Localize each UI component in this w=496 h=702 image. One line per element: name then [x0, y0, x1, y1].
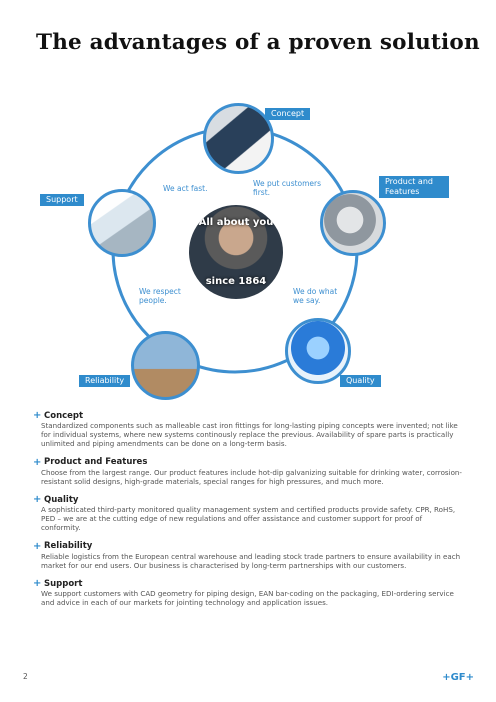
- plus-icon: +: [33, 578, 42, 590]
- advantages-list: [33, 410, 463, 615]
- plus-icon: +: [33, 540, 42, 552]
- support-photo: [88, 189, 156, 257]
- reliability-tag: Reliability: [79, 375, 130, 387]
- product-tag: Product and Features: [379, 176, 449, 198]
- item-text: Choose from the largest range. Our product features include hot-dip galvanizing suitable for drinking water, corrosion-resistant solid designs, high-grade materials, special ranges for high pressures, and much more.: [41, 467, 462, 486]
- item-text: Standardized components such as malleable cast iron fittings for long-lasting piping concepts were invented; not like for individual systems, where new systems continously replace the previous. Availability of spare parts is practically unlimited and piping amendments can be done on a long-term basis.: [41, 421, 458, 449]
- reliability-photo: [131, 331, 200, 400]
- center-photo: [189, 205, 283, 299]
- advantage-item-quality: [33, 494, 463, 533]
- product-photo: [320, 190, 386, 256]
- quote-respect-people: We respect people.: [139, 287, 181, 305]
- item-text: We support customers with CAD geometry for piping design, EAN bar-coding on the packaging, EDI-ordering service and advice in each of our markets for jointing technology and application issues.: [41, 589, 454, 608]
- center-top-text: All about you: [198, 217, 274, 228]
- item-title: Reliability: [44, 541, 93, 552]
- concept-photo: [203, 103, 274, 174]
- concept-tag: Concept: [265, 108, 310, 120]
- quote-do-what-we-say: We do what we say.: [293, 287, 338, 305]
- item-title: Product and Features: [44, 457, 148, 468]
- center-bottom-text: since 1864: [205, 276, 267, 287]
- support-tag: Support: [40, 194, 84, 206]
- quote-act-fast: We act fast.: [163, 184, 208, 193]
- plus-icon: +: [33, 410, 42, 421]
- item-text: Reliable logistics from the European central warehouse and leading stock trade partners to ensure availability in each market for our end users. Our business is characterised by long-term partnerships with our customers.: [41, 551, 461, 570]
- item-text: A sophisticated third-party monitored quality management system and certified products provide safety. CPR, RoHS, PED – we are at the cutting edge of new regulations and offer assistance and customer support for proof of conformity.: [41, 505, 456, 533]
- quality-tag: Quality: [340, 375, 381, 387]
- plus-icon: +: [33, 494, 42, 506]
- advantage-item-product-and-features: [33, 457, 463, 486]
- item-title: Support: [44, 578, 83, 589]
- page-number: 2: [23, 672, 28, 681]
- quote-customers-first: We put customers first.: [253, 179, 322, 197]
- plus-icon: +: [33, 456, 42, 468]
- gf-logo: +GF+: [442, 672, 474, 683]
- advantage-item-reliability: [33, 541, 463, 570]
- item-title: Quality: [44, 494, 79, 505]
- item-title: Concept: [44, 410, 84, 421]
- advantage-item-support: [33, 578, 463, 607]
- advantage-item-concept: [33, 410, 463, 449]
- page-title: The advantages of a proven solution: [36, 30, 480, 55]
